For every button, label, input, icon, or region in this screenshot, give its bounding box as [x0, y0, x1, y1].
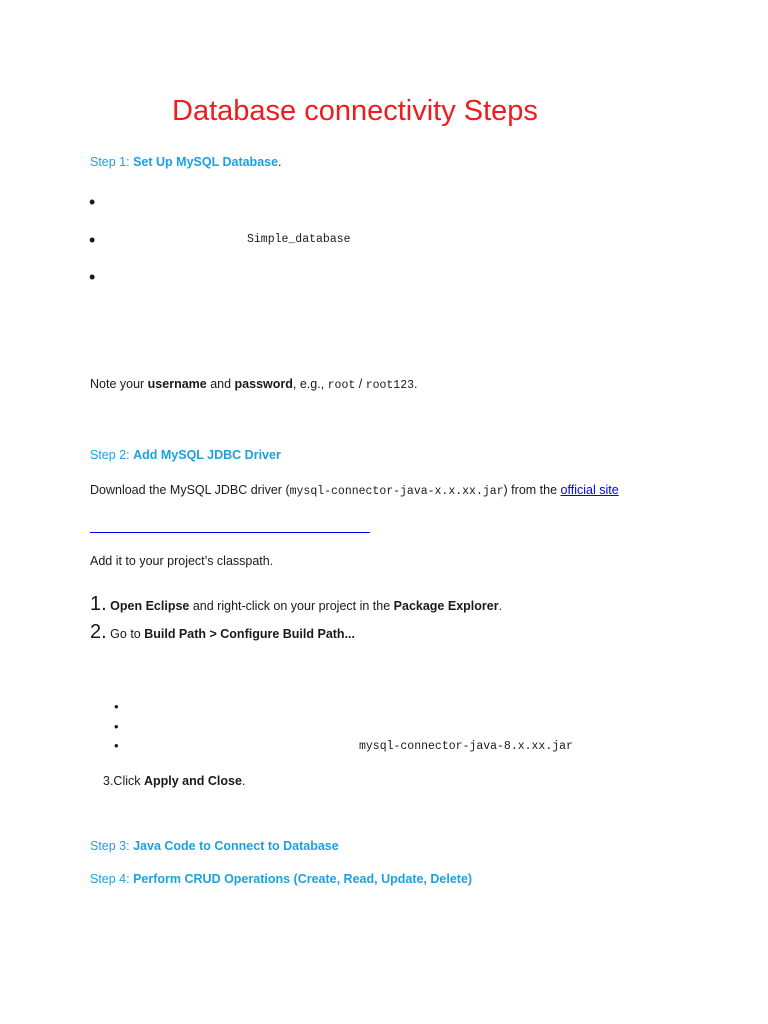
connector-jar-name: mysql-connector-java-8.x.xx.jar	[359, 740, 573, 753]
step-4-label: Perform CRUD Operations (Create, Read, Update, Delete)	[133, 872, 473, 886]
step-1-heading: Step 1: Set Up MySQL Database.	[90, 155, 282, 169]
list-item-1: 1. Open Eclipse and right-click on your project in the Package Explorer.	[90, 593, 503, 615]
download-paragraph: Download the MySQL JDBC driver (mysql-connector-java-x.x.xx.jar) from the official site	[90, 483, 619, 498]
step-3-label: Java Code to Connect to Database	[133, 839, 339, 853]
sub-bullet-1: •	[114, 699, 119, 714]
step-2-label: Add MySQL JDBC Driver	[133, 448, 281, 462]
step-1-label: Set Up MySQL Database	[133, 155, 279, 169]
official-site-link[interactable]: official site	[560, 483, 619, 497]
database-name: Simple_database	[247, 233, 351, 246]
bullet-1: •	[89, 192, 96, 212]
bullet-3: •	[89, 267, 96, 287]
credentials-note: Note your username and password, e.g., root / root123.	[90, 377, 418, 392]
list-item-2: 2. Go to Build Path > Configure Build Path...	[90, 621, 355, 643]
step-2-heading: Step 2: Add MySQL JDBC Driver	[90, 448, 281, 462]
step-3-heading: Step 3: Java Code to Connect to Database	[90, 839, 339, 853]
jar-name: mysql-connector-java-x.x.xx.jar	[289, 485, 504, 498]
bullet-2: •	[89, 230, 96, 250]
sub-bullet-3: •	[114, 738, 119, 753]
sub-bullet-2: •	[114, 719, 119, 734]
link-underline-rule	[90, 532, 370, 533]
apply-step: 3.Click Apply and Close.	[103, 774, 246, 788]
page-title: Database connectivity Steps	[172, 95, 538, 127]
step-4-heading: Step 4: Perform CRUD Operations (Create, Read, Update, Delete)	[90, 872, 473, 886]
classpath-note: Add it to your project’s classpath.	[90, 554, 274, 568]
